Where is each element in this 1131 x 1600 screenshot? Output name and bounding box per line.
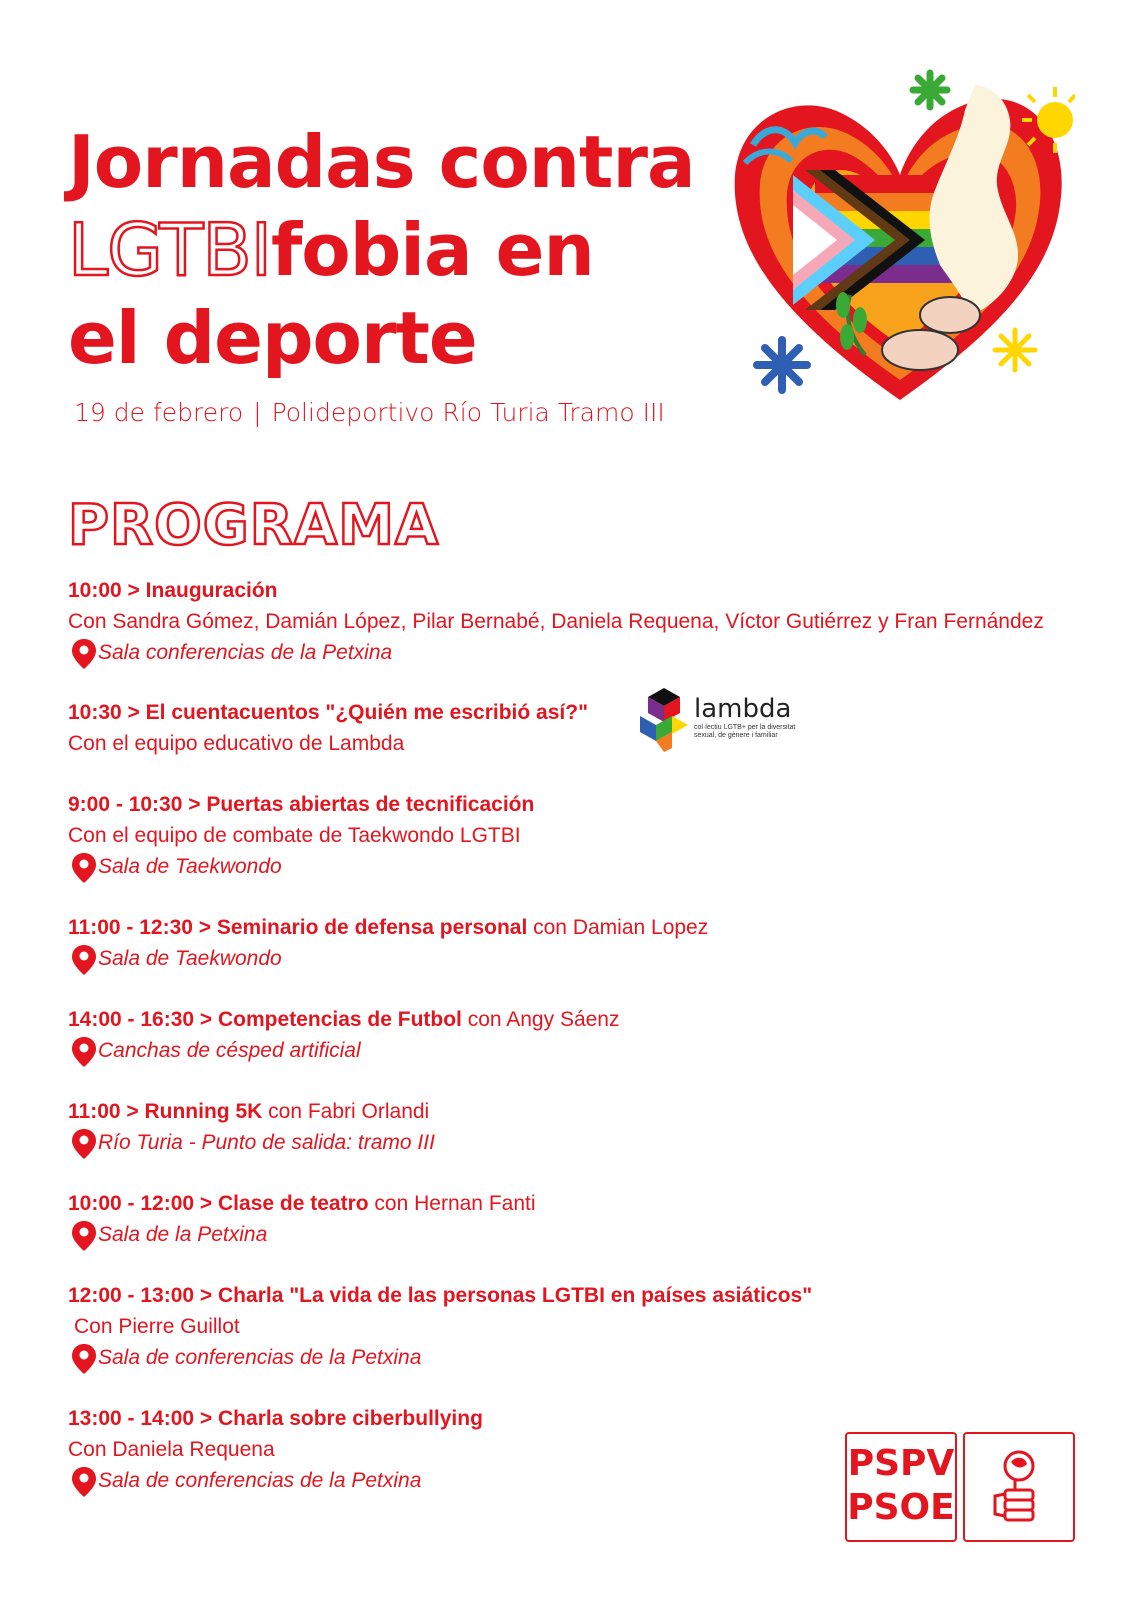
- location-pin-icon: [72, 1344, 96, 1374]
- location-pin-icon: [72, 639, 96, 669]
- event-location-text: Sala conferencias de la Petxina: [98, 641, 393, 664]
- event-heading: [68, 1004, 1108, 1035]
- event-location-text: Sala de la Petxina: [98, 1223, 268, 1246]
- party-logo-text: [845, 1432, 957, 1542]
- list-item: [68, 575, 1108, 668]
- title-outline-word: LGTBI: [68, 208, 271, 292]
- location-pin-icon: [72, 945, 96, 975]
- event-location: [68, 943, 1108, 974]
- event-location: [68, 1219, 1108, 1250]
- event-title-suffix: con Damian Lopez: [527, 916, 709, 939]
- event-time: 12:00 - 13:00 >: [68, 1284, 219, 1307]
- event-heading: [68, 575, 1108, 606]
- event-people: Con Sandra Gómez, Damián López, Pilar Bernabé, Daniela Requena, Víctor Gutiérrez y Fran Fernández: [68, 610, 1044, 633]
- title-line-3: el deporte: [68, 296, 477, 380]
- location-pin-icon: [72, 1221, 96, 1251]
- event-heading: [68, 789, 1108, 820]
- list-item: [68, 1096, 1108, 1158]
- location-pin-icon: [72, 1467, 96, 1497]
- event-title-suffix: con Angy Sáenz: [461, 1008, 620, 1031]
- event-time: 13:00 - 14:00 >: [68, 1407, 219, 1430]
- party-logo-symbol: [963, 1432, 1075, 1542]
- event-location: [68, 1342, 1108, 1373]
- location-pin-icon: [72, 1129, 96, 1159]
- location-pin-icon: [72, 853, 96, 883]
- party-logo-line1: PSPV: [847, 1443, 955, 1484]
- event-time: 9:00 - 10:30 >: [68, 793, 207, 816]
- page-title: [68, 118, 748, 382]
- party-logo-line2: PSOE: [847, 1487, 955, 1528]
- location-pin-icon: [72, 1037, 96, 1067]
- event-time: 14:00 - 16:30 >: [68, 1008, 219, 1031]
- event-location: [68, 1035, 1108, 1066]
- event-title: Puertas abiertas de tecnificación: [206, 793, 535, 816]
- rose-fist-icon: [965, 1434, 1072, 1539]
- event-title-suffix: con Fabri Orlandi: [262, 1100, 430, 1123]
- event-time: 11:00 >: [68, 1100, 145, 1123]
- event-heading: [68, 1096, 1108, 1127]
- event-time: 10:00 - 12:00 >: [68, 1192, 219, 1215]
- lambda-tagline: col·lectiu LGTB+ per la diversitat sexual, de gènere i familiar: [694, 724, 796, 739]
- event-title-suffix: con Hernan Fanti: [368, 1192, 536, 1215]
- event-title: El cuentacuentos "¿Quién me escribió así?": [145, 701, 589, 724]
- event-title: Competencias de Futbol: [218, 1008, 462, 1031]
- title-line-2-rest: fobia en: [270, 208, 594, 292]
- event-title: Inauguración: [145, 579, 278, 602]
- list-item: [68, 1188, 1108, 1250]
- event-location: [68, 637, 1108, 668]
- title-line-1: Jornadas contra: [68, 120, 695, 204]
- event-location-text: Sala de conferencias de la Petxina: [98, 1346, 422, 1369]
- event-time: 11:00 - 12:30 >: [68, 916, 217, 939]
- title-line-2: [68, 206, 748, 294]
- event-heading: [68, 912, 1108, 943]
- lambda-cube-icon: [636, 686, 692, 752]
- event-location-text: Río Turia - Punto de salida: tramo III: [98, 1131, 435, 1154]
- lambda-wordmark: lambda: [694, 694, 792, 724]
- program-heading: PROGRAMA: [68, 493, 440, 558]
- event-title: Charla sobre ciberbullying: [218, 1407, 483, 1430]
- event-people: Con el equipo de combate de Taekwondo LGTBI: [68, 824, 521, 847]
- event-date-venue: [74, 398, 665, 427]
- event-people: Con Pierre Guillot: [74, 1315, 240, 1338]
- event-heading: [68, 697, 1108, 728]
- separator: |: [253, 398, 262, 427]
- event-time: 10:00 >: [68, 579, 146, 602]
- event-heading: [68, 1188, 1108, 1219]
- party-logo: [845, 1432, 1077, 1546]
- event-time: 10:30 >: [68, 701, 146, 724]
- list-item: [68, 789, 1108, 882]
- event-location: [68, 1127, 1108, 1158]
- list-item: [68, 912, 1108, 974]
- event-heading: [68, 1403, 1108, 1434]
- list-item: [68, 1004, 1108, 1066]
- event-heading: [68, 1280, 1108, 1311]
- event-title: Clase de teatro: [218, 1192, 369, 1215]
- event-title: Running 5K: [144, 1100, 263, 1123]
- event-location-text: Canchas de césped artificial: [98, 1039, 361, 1062]
- event-location-text: Sala de Taekwondo: [98, 855, 282, 878]
- list-item: [68, 1280, 1108, 1373]
- event-location: [68, 851, 1108, 882]
- heart-illustration: [725, 65, 1075, 415]
- event-title: Seminario de defensa personal: [216, 916, 528, 939]
- list-item: [68, 697, 1108, 759]
- event-title: Charla "La vida de las personas LGTBI en países asiáticos": [218, 1284, 813, 1307]
- event-people: Con Daniela Requena: [68, 1438, 275, 1461]
- lambda-logo: [636, 686, 806, 754]
- event-venue: Polideportivo Río Turia Tramo III: [271, 398, 665, 427]
- event-people: Con el equipo educativo de Lambda: [68, 732, 405, 755]
- event-location-text: Sala de conferencias de la Petxina: [98, 1469, 422, 1492]
- event-date: 19 de febrero: [74, 398, 244, 427]
- event-location-text: Sala de Taekwondo: [98, 947, 282, 970]
